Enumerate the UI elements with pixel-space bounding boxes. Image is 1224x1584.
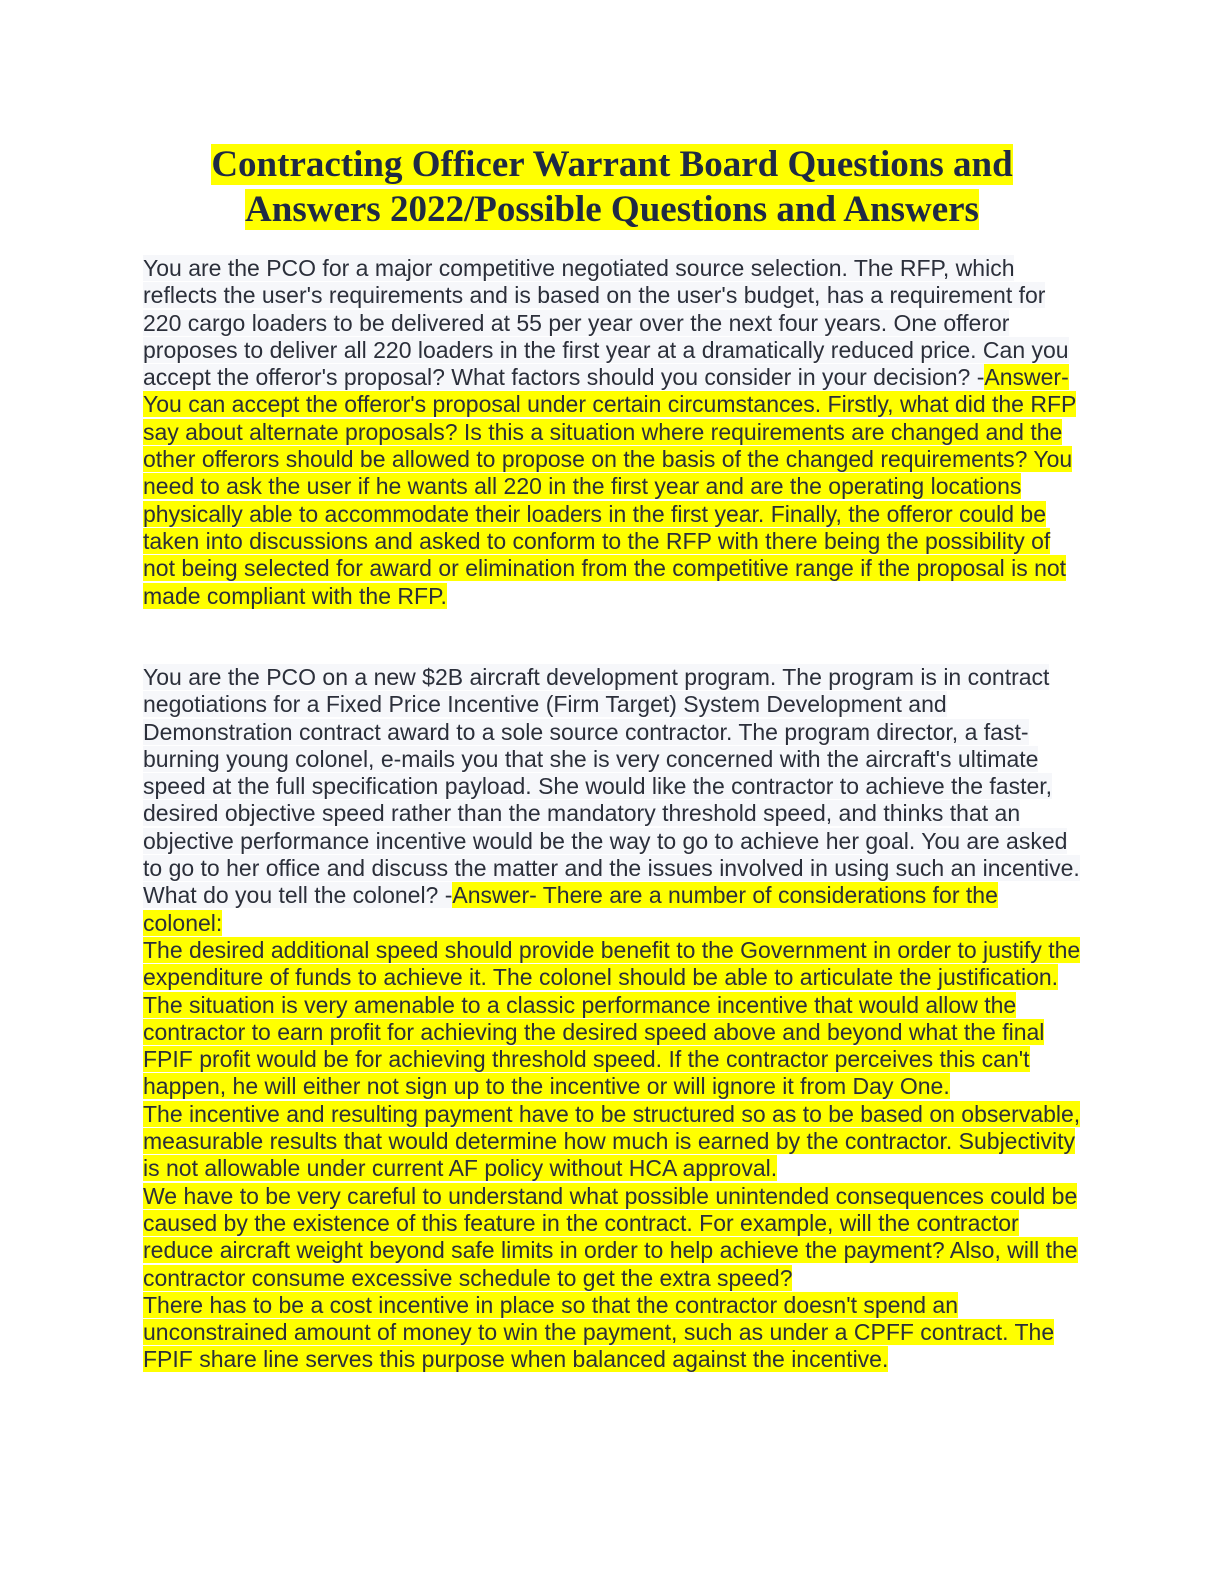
- answer-point-cost-incentive: There has to be a cost incentive in place so that the contractor doesn't spend an unconstrained amount of money to win the payment, such as under a CPFF contract. The FPIF share line serves this purpose when balanced against the incentive.: [143, 1291, 1055, 1373]
- answer-text: Answer- You can accept the offeror's proposal under certain circumstances. Firstly, what did the RFP say about alternate proposals? Is this a situation where requirements are changed and the other offerors should be allowed to propose on the basis of the changed requirements? You need to ask the user if he wants all 220 in the first year and are the operating locations physically able to accommodate their loaders in the first year. Finally, the offeror could be taken into discussions and asked to conform to the RFP with there being the possibility of not being selected for award or elimination from the competitive range if the proposal is not made compliant with the RFP.: [143, 364, 1077, 609]
- qa-block-1: [143, 255, 1083, 610]
- title-line-1: Contracting Officer Warrant Board Questions and: [211, 144, 1013, 185]
- question-text: You are the PCO on a new $2B aircraft development program. The program is in contract negotiations for a Fixed Price Incentive (Firm Target) System Development and Demonstration contract award to a sole source contractor. The program director, a fast-burning young colonel, e-mails you that she is very concerned with the aircraft's ultimate speed at the full specification payload. She would like the contractor to achieve the faster, desired objective speed rather than the mandatory threshold speed, and thinks that an objective performance incentive would be the way to go to achieve her goal. You are asked to go to her office and discuss the matter and the issues involved in using such an incentive. What do you tell the colonel? -: [143, 664, 1080, 909]
- answer-point-speed-benefit: The desired additional speed should provide benefit to the Government in order to justify the expenditure of funds to achieve it. The colonel should be able to articulate the justification.: [143, 936, 1081, 991]
- answer-text: Answer- There are a number of considerations for the colonel:: [143, 882, 998, 936]
- title-line-2: Answers 2022/Possible Questions and Answers: [245, 189, 979, 230]
- document-title: [150, 142, 1074, 232]
- answer-point-performance-incentive: The situation is very amenable to a classic performance incentive that would allow the contractor to earn profit for achieving the desired speed above and beyond what the final FPIF profit would be for achieving threshold speed. If the contractor perceives this can't happen, he will either not sign up to the incentive or will ignore it from Day One.: [143, 991, 1045, 1100]
- answer-point-unintended-consequences: We have to be very careful to understand what possible unintended consequences could be caused by the existence of this feature in the contract. For example, will the contractor reduce aircraft weight beyond safe limits in order to help achieve the payment? Also, will the contractor consume excessive schedule to get the extra speed?: [143, 1182, 1078, 1291]
- qa-block-2: [143, 664, 1083, 1374]
- answer-point-measurable-results: The incentive and resulting payment have to be structured so as to be based on observable, measurable results that would determine how much is earned by the contractor. Subjectivity is not allowable under current AF policy without HCA approval.: [143, 1100, 1081, 1182]
- question-text: You are the PCO for a major competitive negotiated source selection. The RFP, which reflects the user's requirements and is based on the user's budget, has a requirement for 220 cargo loaders to be delivered at 55 per year over the next four years. One offeror proposes to deliver all 220 loaders in the first year at a dramatically reduced price. Can you accept the offeror's proposal? What factors should you consider in your decision? -: [143, 255, 1069, 391]
